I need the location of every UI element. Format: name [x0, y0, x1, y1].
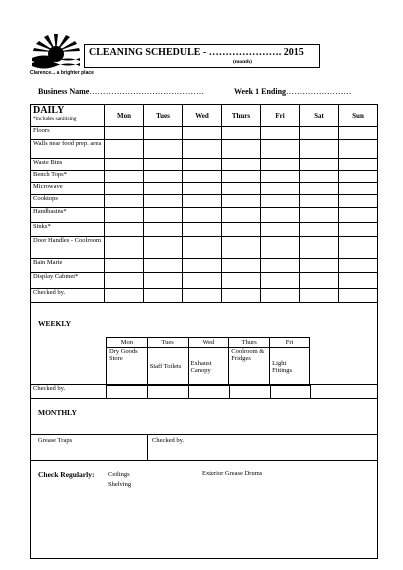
check-cell[interactable] — [105, 223, 144, 237]
task-label: Waste Bins — [31, 159, 105, 171]
check-cell[interactable] — [183, 237, 222, 259]
weekly-header-row — [107, 338, 310, 348]
check-cell[interactable] — [105, 208, 144, 223]
check-cell[interactable] — [105, 140, 144, 159]
check-cell[interactable] — [148, 385, 189, 399]
check-cell[interactable] — [183, 140, 222, 159]
check-cell[interactable] — [222, 195, 261, 208]
daily-header-row — [31, 105, 378, 127]
check-cell[interactable] — [271, 385, 311, 399]
task-label: Display Cabinet* — [31, 273, 105, 289]
check-cell[interactable] — [183, 127, 222, 140]
check-cell[interactable] — [183, 208, 222, 223]
business-name-label: Business Name — [38, 87, 90, 96]
check-cell[interactable] — [339, 159, 378, 171]
weekly-table — [106, 337, 310, 386]
check-cell[interactable] — [300, 195, 339, 208]
check-cell[interactable] — [183, 171, 222, 183]
check-cell[interactable] — [183, 159, 222, 171]
check-regularly-item: Shelving — [108, 481, 132, 488]
table-row — [31, 289, 378, 303]
check-cell[interactable] — [300, 273, 339, 289]
check-cell[interactable] — [261, 127, 300, 140]
table-row — [31, 127, 378, 140]
daily-heading-cell — [31, 105, 105, 127]
check-cell[interactable] — [300, 208, 339, 223]
check-cell[interactable] — [300, 140, 339, 159]
table-row — [31, 273, 378, 289]
day-header: Thurs — [229, 338, 270, 348]
check-cell[interactable] — [300, 289, 339, 303]
table-row — [31, 223, 378, 237]
check-cell[interactable] — [222, 127, 261, 140]
check-cell[interactable] — [222, 223, 261, 237]
check-cell[interactable] — [144, 183, 183, 195]
daily-heading: DAILY — [33, 105, 65, 116]
task-label: Door Handles - Coolroom — [31, 237, 105, 259]
title-box — [84, 44, 320, 68]
check-cell[interactable] — [339, 127, 378, 140]
task-label: Floors — [31, 127, 105, 140]
check-cell[interactable] — [144, 195, 183, 208]
task-label: Sinks* — [31, 223, 105, 237]
check-cell[interactable] — [339, 259, 378, 273]
check-cell[interactable] — [105, 259, 144, 273]
check-regularly-item: Ceilings — [108, 471, 130, 478]
check-cell[interactable] — [222, 159, 261, 171]
daily-table — [30, 104, 378, 303]
table-row — [31, 195, 378, 208]
check-cell[interactable] — [261, 208, 300, 223]
check-regularly-list-1 — [108, 470, 131, 490]
week-ending-dots: …………………… — [286, 87, 352, 96]
table-row — [31, 140, 378, 159]
check-cell[interactable] — [222, 171, 261, 183]
check-cell[interactable] — [300, 223, 339, 237]
table-row — [31, 171, 378, 183]
monthly-task: Grease Traps — [38, 437, 73, 444]
check-cell[interactable] — [222, 289, 261, 303]
month-caption: (month) — [233, 59, 252, 65]
check-cell[interactable] — [300, 259, 339, 273]
day-header: Mon — [107, 338, 148, 348]
task-label: Walls near food prep. area — [31, 140, 105, 159]
check-cell[interactable] — [105, 237, 144, 259]
check-cell[interactable] — [183, 289, 222, 303]
task-label: Microwave — [31, 183, 105, 195]
check-cell[interactable] — [144, 159, 183, 171]
check-cell[interactable] — [144, 223, 183, 237]
check-cell[interactable] — [144, 289, 183, 303]
check-cell[interactable] — [144, 208, 183, 223]
check-regularly-item: Exterior Grease Drums — [202, 470, 263, 477]
check-regularly-label: Check Regularly: — [38, 470, 95, 479]
check-cell[interactable] — [183, 273, 222, 289]
weekly-task: Light Fittings — [270, 348, 310, 386]
day-header: Tues — [147, 338, 188, 348]
day-header: Fri — [270, 338, 310, 348]
check-cell[interactable] — [183, 223, 222, 237]
check-cell[interactable] — [261, 140, 300, 159]
check-cell[interactable] — [189, 385, 230, 399]
check-cell[interactable] — [261, 183, 300, 195]
check-cell[interactable] — [183, 259, 222, 273]
weekly-task: Exhaust Canopy — [188, 348, 229, 386]
day-header: Tues — [144, 105, 183, 127]
check-cell[interactable] — [144, 171, 183, 183]
weekly-heading: WEEKLY — [38, 319, 72, 328]
check-cell[interactable] — [339, 183, 378, 195]
check-cell[interactable] — [222, 140, 261, 159]
week-ending-label: Week 1 Ending — [234, 87, 287, 96]
check-cell[interactable] — [261, 223, 300, 237]
day-header: Mon — [105, 105, 144, 127]
check-cell[interactable] — [105, 183, 144, 195]
page-title: CLEANING SCHEDULE - …………………. 2015 — [89, 47, 304, 58]
check-cell[interactable] — [144, 273, 183, 289]
check-regularly-list-2 — [202, 470, 262, 477]
check-cell[interactable] — [339, 195, 378, 208]
check-cell[interactable] — [105, 289, 144, 303]
check-cell[interactable] — [300, 171, 339, 183]
business-name-field[interactable] — [38, 87, 204, 96]
check-cell[interactable] — [339, 237, 378, 259]
weekly-checked-label: Checked by. — [31, 385, 107, 399]
day-header: Wed — [183, 105, 222, 127]
table-row — [31, 259, 378, 273]
weekly-task: Coolroom & Fridges — [229, 348, 270, 386]
check-cell[interactable] — [107, 385, 148, 399]
task-label: Handbasins* — [31, 208, 105, 223]
monthly-heading: MONTHLY — [38, 408, 77, 417]
day-header: Sat — [300, 105, 339, 127]
check-cell[interactable] — [339, 140, 378, 159]
task-label: Checked by. — [31, 289, 105, 303]
check-cell[interactable] — [261, 159, 300, 171]
day-header: Wed — [188, 338, 229, 348]
day-header: Thurs — [222, 105, 261, 127]
check-cell[interactable] — [300, 159, 339, 171]
weekly-task-row — [107, 348, 310, 386]
check-cell[interactable] — [311, 385, 378, 399]
day-header: Fri — [261, 105, 300, 127]
week-ending-field[interactable] — [234, 87, 352, 96]
check-cell[interactable] — [339, 171, 378, 183]
check-cell[interactable] — [339, 273, 378, 289]
check-cell[interactable] — [183, 195, 222, 208]
check-cell[interactable] — [230, 385, 271, 399]
table-row — [31, 183, 378, 195]
business-name-dots: …………………………………… — [89, 87, 205, 96]
check-cell[interactable] — [261, 171, 300, 183]
weekly-task: Dry Goods Store — [107, 348, 148, 386]
check-cell[interactable] — [144, 237, 183, 259]
check-cell[interactable] — [144, 127, 183, 140]
table-row — [31, 159, 378, 171]
table-row — [31, 208, 378, 223]
check-cell[interactable] — [222, 208, 261, 223]
check-cell[interactable] — [261, 259, 300, 273]
tagline: Clarence... a brighter place — [30, 70, 94, 76]
monthly-row — [30, 434, 378, 461]
task-label: Bain Marie — [31, 259, 105, 273]
check-cell[interactable] — [105, 195, 144, 208]
check-cell[interactable] — [261, 195, 300, 208]
check-cell[interactable] — [339, 208, 378, 223]
check-cell[interactable] — [144, 140, 183, 159]
day-header: Sun — [339, 105, 378, 127]
check-cell[interactable] — [183, 183, 222, 195]
check-cell[interactable] — [339, 289, 378, 303]
check-cell[interactable] — [105, 127, 144, 140]
monthly-checked-label[interactable]: Checked by. — [152, 437, 185, 444]
check-cell[interactable] — [105, 273, 144, 289]
check-cell[interactable] — [105, 159, 144, 171]
check-cell[interactable] — [261, 289, 300, 303]
check-cell[interactable] — [300, 237, 339, 259]
table-row — [31, 237, 378, 259]
monthly-divider — [147, 434, 148, 461]
check-cell[interactable] — [222, 237, 261, 259]
check-cell[interactable] — [222, 273, 261, 289]
clarence-logo — [30, 30, 82, 72]
weekly-checked-row — [30, 384, 378, 399]
check-cell[interactable] — [300, 127, 339, 140]
weekly-task: Staff Toilets — [147, 348, 188, 386]
check-cell[interactable] — [222, 259, 261, 273]
check-cell[interactable] — [144, 259, 183, 273]
check-cell[interactable] — [300, 183, 339, 195]
task-label: Cooktops — [31, 195, 105, 208]
task-label: Bench Tops* — [31, 171, 105, 183]
check-cell[interactable] — [222, 183, 261, 195]
check-cell[interactable] — [339, 223, 378, 237]
sanitising-note: *includes sanitising — [33, 116, 77, 122]
check-cell[interactable] — [261, 237, 300, 259]
check-cell[interactable] — [261, 273, 300, 289]
check-cell[interactable] — [105, 171, 144, 183]
